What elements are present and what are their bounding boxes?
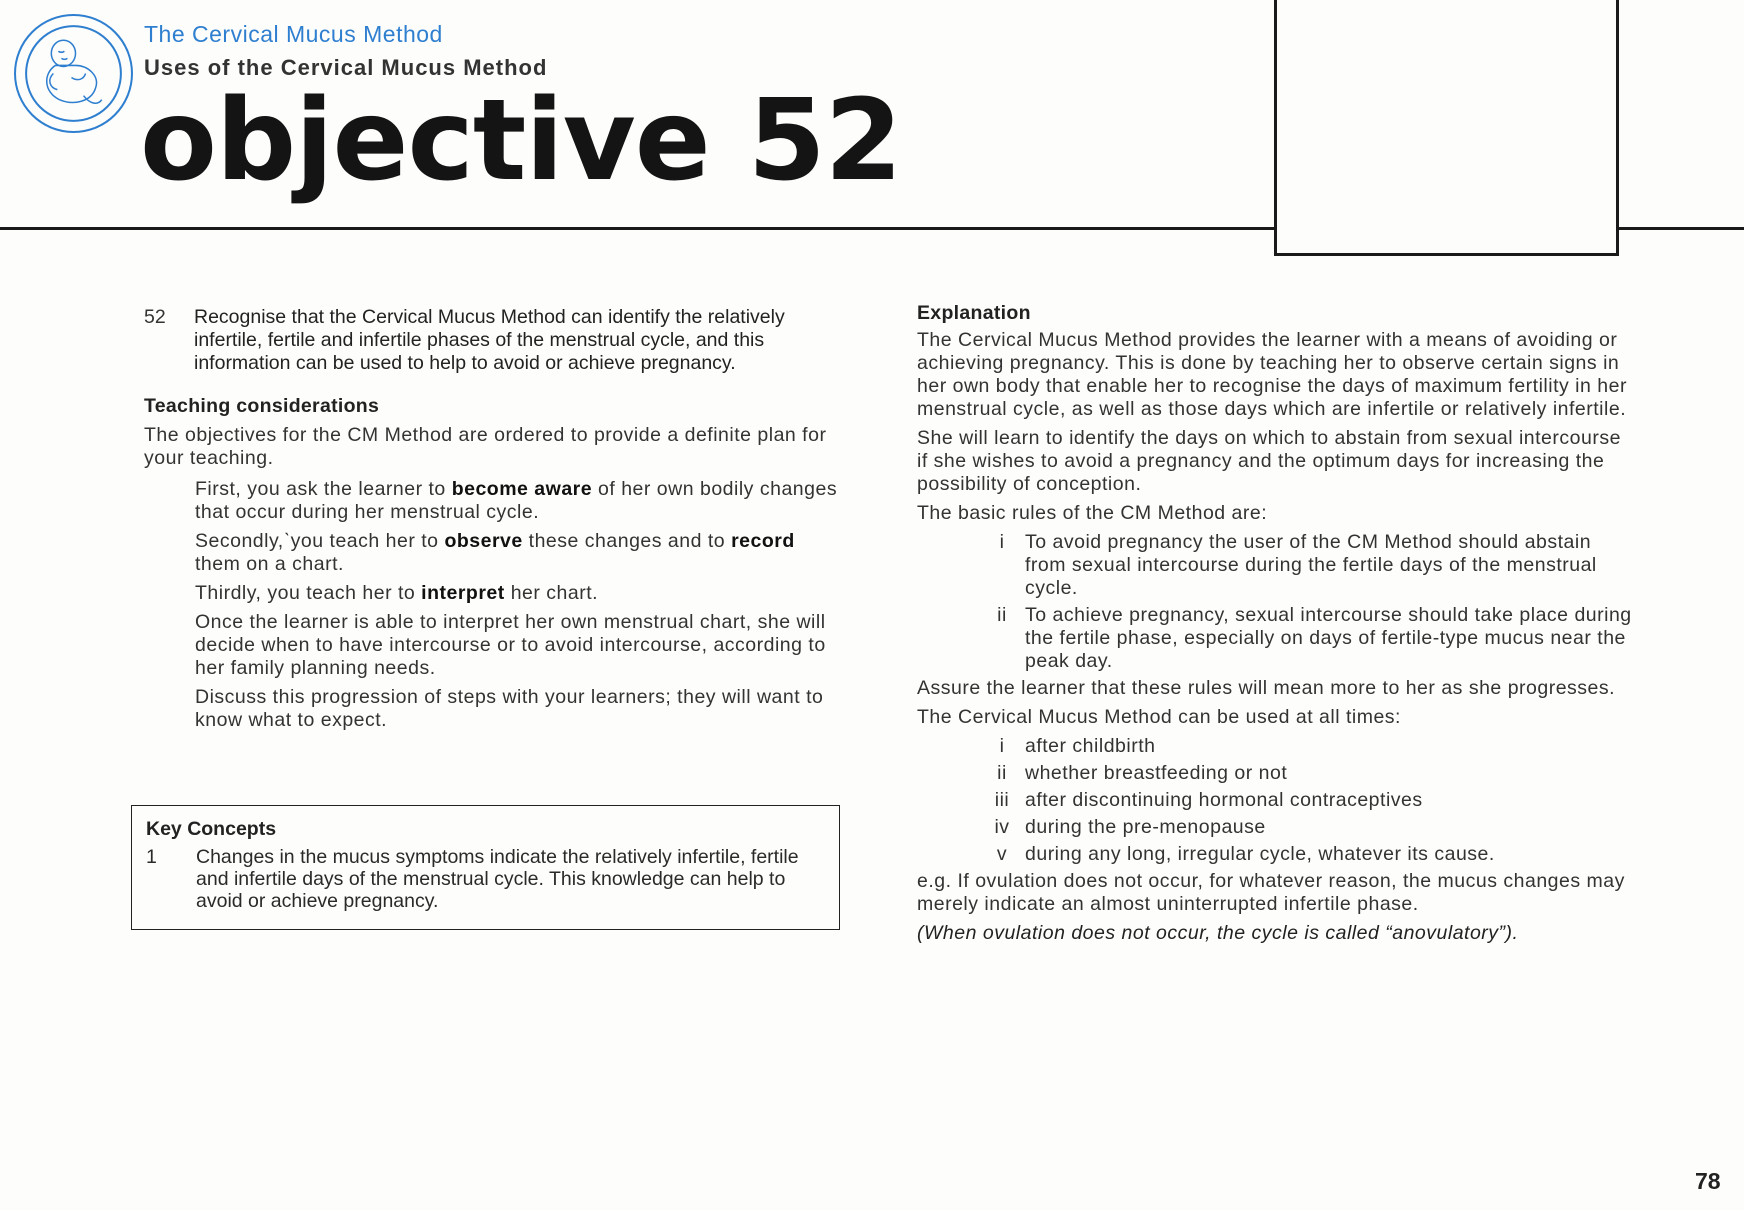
time-text: during the pre-menopause (1025, 816, 1266, 838)
key-concept-item (146, 846, 825, 912)
objective-number: 52 (144, 306, 166, 328)
rule-number: ii (997, 604, 1007, 626)
anovulatory-note: (When ovulation does not occur, the cycle is called “anovulatory”). (917, 922, 1519, 944)
key-concepts-box (131, 805, 840, 930)
teaching-step-aware: First, you ask the learner to become aware of her own bodily changes that occur during her menstrual cycle. (195, 478, 838, 523)
time-item (917, 735, 1637, 758)
time-number: iii (994, 789, 1010, 811)
teaching-step-observe: Secondly,ˋyou teach her to observe these changes and to record them on a chart. (195, 530, 795, 575)
teaching-discuss: Discuss this progression of steps with your learners; they will want to know what to expect. (195, 686, 824, 731)
key-concept-text: Changes in the mucus symptoms indicate the relatively infertile, fertile and infertile days of the menstrual cycle. This knowledge can help to avoid or achieve pregnancy. (196, 846, 799, 912)
objective-text: Recognise that the Cervical Mucus Method can identify the relatively infertile, fertile and infertile phases of the menstrual cycle, and this information can be used to help to avoid or achieve pregnancy. (194, 306, 785, 374)
time-number: v (996, 843, 1008, 865)
blank-note-box (1274, 0, 1619, 256)
time-text: during any long, irregular cycle, whatever its cause. (1025, 843, 1495, 865)
example-text: e.g. If ovulation does not occur, for whatever reason, the mucus changes may merely indicate an almost uninterrupted infertile phase. (917, 870, 1625, 915)
rule-number: i (999, 531, 1005, 553)
rules-intro: The basic rules of the CM Method are: (917, 502, 1268, 524)
time-item (917, 762, 1637, 785)
time-text: whether breastfeeding or not (1025, 762, 1288, 784)
series-title: The Cervical Mucus Method (144, 21, 443, 47)
key-concepts-heading: Key Concepts (146, 818, 277, 840)
time-item (917, 789, 1637, 812)
time-item (917, 843, 1637, 866)
teaching-step-interpret: Thirdly, you teach her to interpret her chart. (195, 582, 599, 604)
method-logo-icon (13, 13, 134, 134)
right-column (917, 302, 1637, 951)
time-text: after childbirth (1025, 735, 1156, 757)
time-number: ii (997, 762, 1007, 784)
section-subtitle: Uses of the Cervical Mucus Method (144, 55, 548, 80)
time-text: after discontinuing hormonal contraceptives (1025, 789, 1423, 811)
page-number: 78 (1695, 1168, 1721, 1194)
time-number: i (999, 735, 1005, 757)
teaching-intro: The objectives for the CM Method are ordered to provide a definite plan for your teaching. (144, 424, 827, 469)
teaching-heading: Teaching considerations (144, 395, 380, 417)
rule-text: To avoid pregnancy the user of the CM Method should abstain from sexual intercourse during the fertile days of the menstrual cycle. (1025, 531, 1597, 599)
rule-item (917, 531, 1637, 600)
key-concept-number: 1 (146, 846, 157, 868)
explanation-p1: The Cervical Mucus Method provides the learner with a means of avoiding or achieving pregnancy. This is done by teaching her to observe certain signs in her own body that enable her to recognise the days of maximum fertility in her menstrual cycle, as well as those days which are infertile or relatively infertile. (917, 329, 1627, 420)
explanation-heading: Explanation (917, 302, 1031, 324)
objective-statement (144, 306, 844, 375)
left-column (144, 306, 844, 738)
page-title: objective 52 (140, 76, 902, 206)
times-intro: The Cervical Mucus Method can be used at all times: (917, 706, 1401, 728)
rule-item (917, 604, 1637, 673)
rule-text: To achieve pregnancy, sexual intercourse should take place during the fertile phase, especially on days of fertile-type mucus near the peak day. (1025, 604, 1632, 672)
time-number: iv (994, 816, 1010, 838)
explanation-p4: Assure the learner that these rules will mean more to her as she progresses. (917, 677, 1616, 699)
explanation-p2: She will learn to identify the days on which to abstain from sexual intercourse if she wishes to avoid a pregnancy and the optimum days for increasing the possibility of conception. (917, 427, 1621, 495)
time-item (917, 816, 1637, 839)
teaching-decide: Once the learner is able to interpret her own menstrual chart, she will decide when to have intercourse or to avoid intercourse, according to her family planning needs. (195, 611, 826, 679)
